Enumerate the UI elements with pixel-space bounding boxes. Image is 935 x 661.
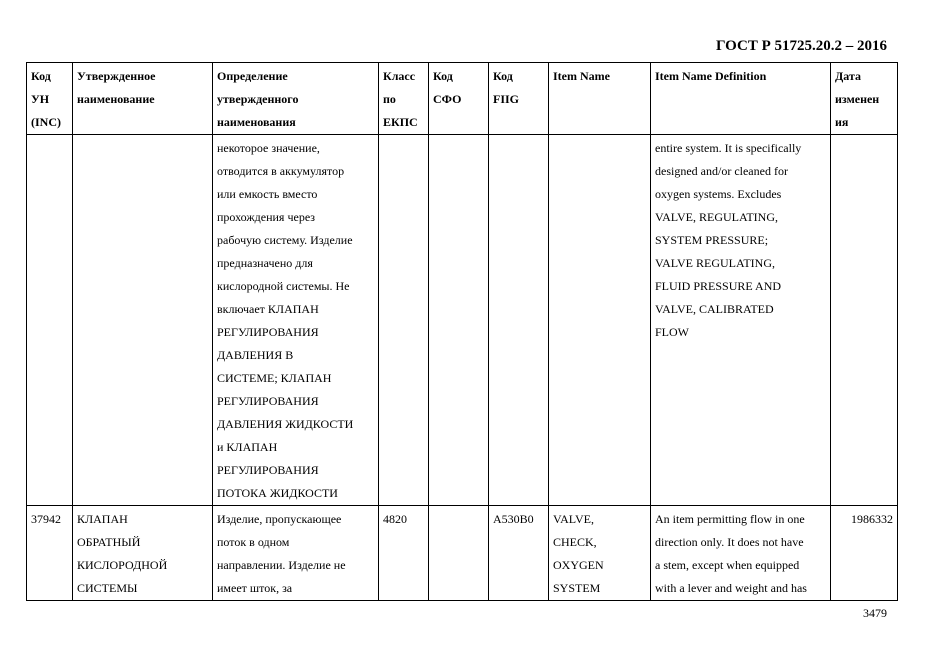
header-fiig: Код FIIG — [489, 63, 549, 135]
cell-definition-en: An item permitting flow in one direction only. It does not have a stem, except when equipped with a lever and weight and has — [651, 506, 831, 601]
header-inc: Код УН (INC) — [27, 63, 73, 135]
catalog-table — [26, 62, 898, 601]
header-change-date: Дата изменен ия — [831, 63, 898, 135]
cell-fiig: A530B0 — [489, 506, 549, 601]
cell-inc — [27, 135, 73, 506]
table-row-37942 — [27, 506, 898, 601]
header-item-name: Item Name — [549, 63, 651, 135]
cell-approved-name — [73, 135, 213, 506]
cell-inc: 37942 — [27, 506, 73, 601]
cell-item-name — [549, 135, 651, 506]
cell-sfo — [429, 135, 489, 506]
cell-item-name: VALVE, CHECK, OXYGEN SYSTEM — [549, 506, 651, 601]
cell-class: 4820 — [379, 506, 429, 601]
cell-definition-ru: Изделие, пропускающее поток в одном направлении. Изделие не имеет шток, за — [213, 506, 379, 601]
header-approved-name: Утвержденное наименование — [73, 63, 213, 135]
header-item-name-definition: Item Name Definition — [651, 63, 831, 135]
cell-definition-ru: некоторое значение, отводится в аккумулятор или емкость вместо прохождения через рабочую систему. Изделие предназначено для кислородной системы. Не включает КЛАПАН РЕГУЛИРОВАНИЯ ДАВЛЕНИЯ В СИСТЕМЕ; КЛАПАН РЕГУЛИРОВАНИЯ ДАВЛЕНИЯ ЖИДКОСТИ и КЛАПАН РЕГУЛИРОВАНИЯ ПОТОКА ЖИДКОСТИ — [213, 135, 379, 506]
document-title: ГОСТ Р 51725.20.2 – 2016 — [715, 38, 887, 54]
cell-fiig — [489, 135, 549, 506]
cell-class — [379, 135, 429, 506]
cell-sfo — [429, 506, 489, 601]
table-header-row — [27, 63, 898, 135]
header-class: Класс по ЕКПС — [379, 63, 429, 135]
table-row-continuation — [27, 135, 898, 506]
cell-definition-en: entire system. It is specifically designed and/or cleaned for oxygen systems. Excludes VALVE, REGULATING, SYSTEM PRESSURE; VALVE REGULATING, FLUID PRESSURE AND VALVE, CALIBRATED FLOW — [651, 135, 831, 506]
page-number: 3479 — [863, 606, 887, 620]
cell-change-date — [831, 135, 898, 506]
cell-approved-name: КЛАПАН ОБРАТНЫЙ КИСЛОРОДНОЙ СИСТЕМЫ — [73, 506, 213, 601]
header-definition: Определение утвержденного наименования — [213, 63, 379, 135]
header-sfo: Код СФО — [429, 63, 489, 135]
cell-change-date: 1986332 — [831, 506, 898, 601]
